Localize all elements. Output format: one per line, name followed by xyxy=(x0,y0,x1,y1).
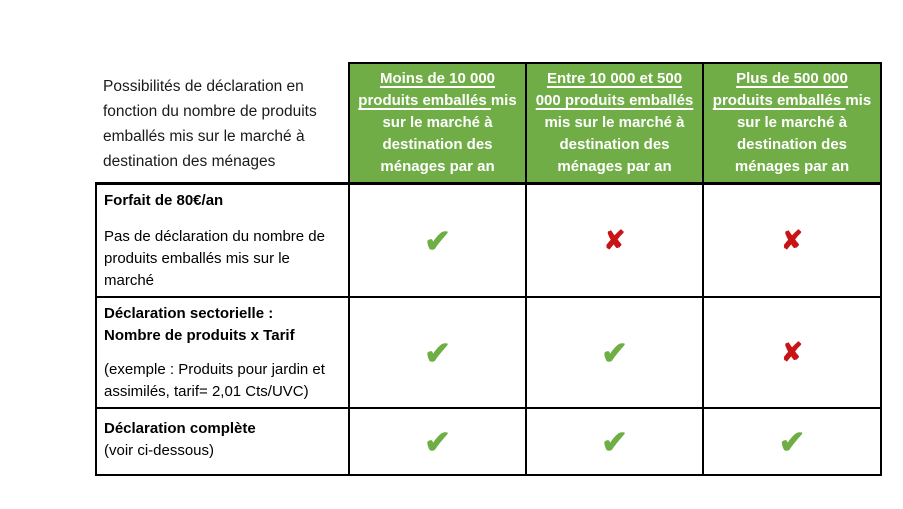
cell-sectorielle-plus-500000 xyxy=(703,297,881,408)
cell-complete-moins-10000 xyxy=(349,408,526,475)
check-icon: ✔ xyxy=(424,423,451,460)
cross-icon: ✘ xyxy=(781,337,803,367)
row-title: Forfait de 80€/an xyxy=(104,192,224,209)
cell-complete-plus-500000 xyxy=(703,408,881,475)
table-intro-text: Possibilités de déclaration en fonction du nombre de produits emballés mis sur le marché à destination des ménages xyxy=(103,78,317,170)
column-header-rest-text: mis sur le marché à destination des ménages par an xyxy=(544,114,685,175)
table-header-row xyxy=(96,63,881,184)
cell-forfait-entre-10000-500000 xyxy=(526,184,703,298)
cross-icon: ✘ xyxy=(603,225,626,255)
cell-sectorielle-moins-10000 xyxy=(349,297,526,408)
column-header-rest-text: mis sur le marché à destination des ménages par an xyxy=(380,92,517,175)
column-header-underlined-text: Entre 10 000 et 500 000 produits emballés xyxy=(535,70,694,109)
column-header-entre-10000-500000 xyxy=(526,63,703,184)
check-icon: ✔ xyxy=(601,423,628,460)
check-icon: ✔ xyxy=(778,423,806,460)
declaration-options-table xyxy=(95,62,882,476)
table-row-sectorielle xyxy=(96,297,881,408)
row-title-line2: Nombre de produits x Tarif xyxy=(104,327,295,344)
cell-complete-entre-10000-500000 xyxy=(526,408,703,475)
column-header-moins-de-10000 xyxy=(349,63,526,184)
column-header-rest-text: mis sur le marché à destination des ménages par an xyxy=(734,92,872,175)
column-header-plus-de-500000 xyxy=(703,63,881,184)
cross-icon: ✘ xyxy=(781,225,803,255)
cell-forfait-moins-10000 xyxy=(349,184,526,298)
row-title: Déclaration complète xyxy=(104,420,256,437)
check-icon: ✔ xyxy=(424,334,451,371)
check-icon: ✔ xyxy=(424,222,451,259)
check-icon: ✔ xyxy=(601,334,628,371)
row-label-forfait xyxy=(96,184,349,298)
table-row-forfait xyxy=(96,184,881,298)
table-intro-cell xyxy=(96,63,349,184)
row-label-complete xyxy=(96,408,349,475)
cell-sectorielle-entre-10000-500000 xyxy=(526,297,703,408)
row-description: Pas de déclaration du nombre de produits emballés mis sur le marché xyxy=(104,228,325,289)
column-header-underlined-text: Moins de 10 000 produits emballés xyxy=(358,70,496,109)
row-description: (voir ci-dessous) xyxy=(104,442,215,459)
row-title: Déclaration sectorielle : xyxy=(104,305,274,322)
table-row-complete xyxy=(96,408,881,475)
cell-forfait-plus-500000 xyxy=(703,184,881,298)
row-label-sectorielle xyxy=(96,297,349,408)
row-description: (exemple : Produits pour jardin et assimilés, tarif= 2,01 Cts/UVC) xyxy=(104,361,325,400)
column-header-underlined-text: Plus de 500 000 produits emballés xyxy=(712,70,848,109)
